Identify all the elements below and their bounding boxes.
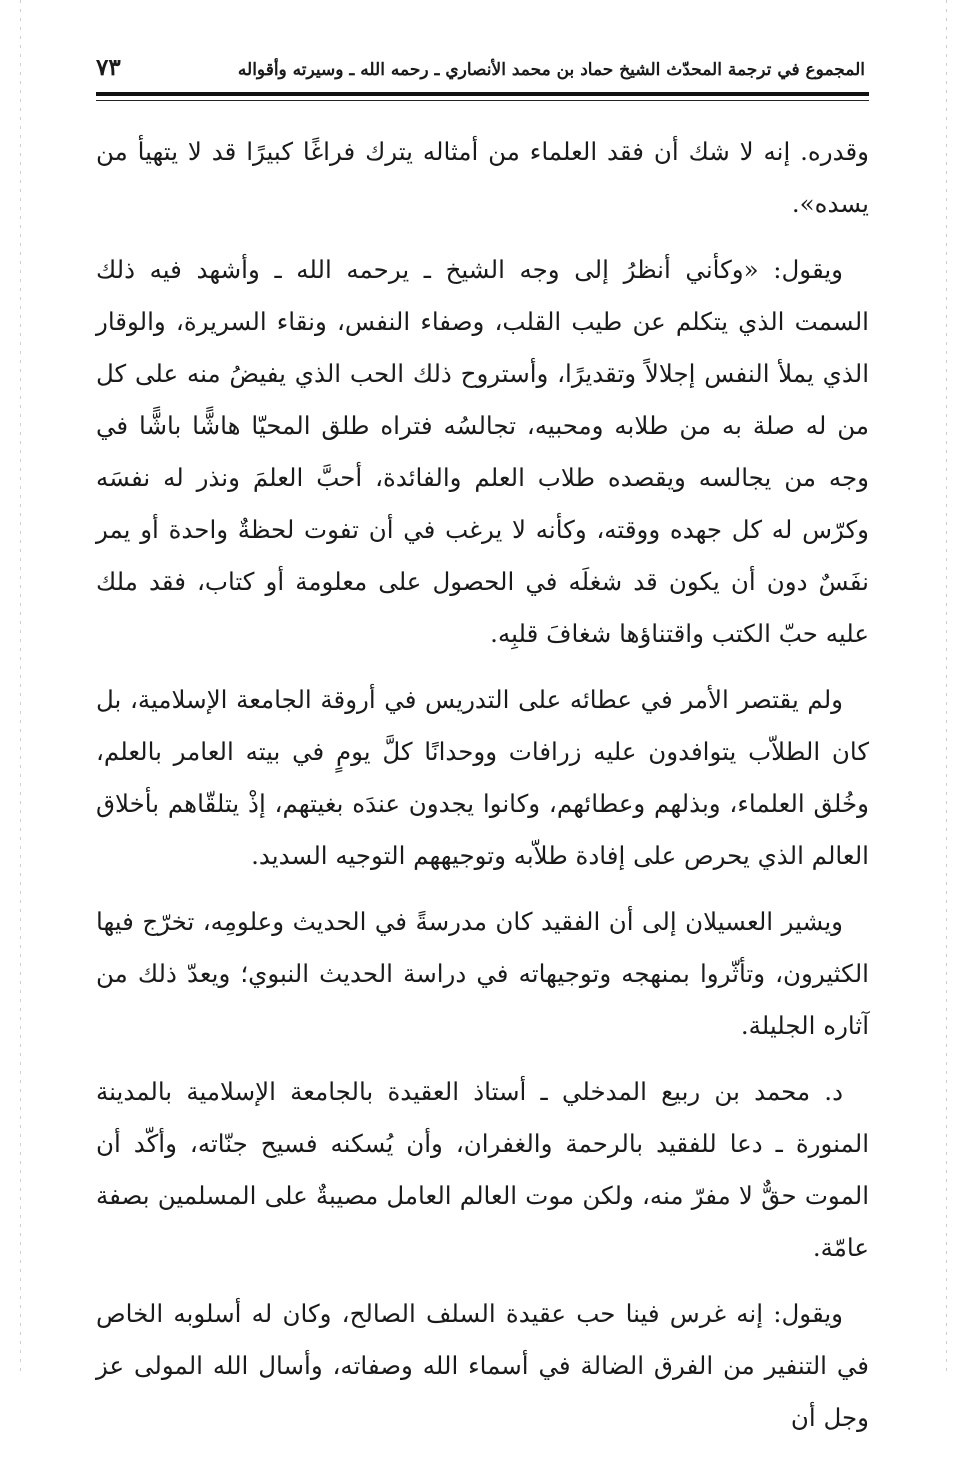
header-rule-thick bbox=[96, 92, 869, 96]
page-number: ٧٣ bbox=[96, 53, 121, 81]
running-title: المجموع في ترجمة المحدّث الشيخ حماد بن محمد الأنصاري ـ رحمه الله ـ وسيرته وأقواله bbox=[237, 59, 865, 80]
scan-edge-right bbox=[946, 0, 947, 1374]
scan-edge-left bbox=[20, 0, 21, 1374]
paragraph-5: د. محمد بن ربيع المدخلي ـ أستاذ العقيدة بالجامعة الإسلامية بالمدينة المنورة ـ دعا للفقيد بالرحمة والغفران، وأن يُسكنه فسيح جنّاته، وأكّد أن الموت حقٌّ لا مفرّ منه، ولكن موت العالم العامل مصيبةٌ على المسلمين بصفة عامّة. bbox=[96, 1077, 869, 1262]
page-header bbox=[96, 30, 865, 80]
paragraph-1: وقدره. إنه لا شك أن فقد العلماء من أمثاله يترك فراغًا كبيرًا قد لا يتهيأ من يسده». bbox=[96, 137, 869, 218]
paragraph-4: ويشير العسيلان إلى أن الفقيد كان مدرسةً في الحديث وعلومِه، تخرّج فيها الكثيرون، وتأثّروا بمنهجه وتوجيهاته في دراسة الحديث النبوي؛ ويعدّ ذلك من آثاره الجليلة. bbox=[96, 907, 869, 1040]
paragraph-6: ويقول: إنه غرس فينا حب عقيدة السلف الصالح، وكان له أسلوبه الخاص في التنفير من الفرق الضالة في أسماء الله وصفاته، وأسال الله المولى عز وجل أن bbox=[96, 1299, 869, 1432]
header-rule-thin bbox=[96, 100, 869, 101]
body-text bbox=[96, 126, 869, 1458]
paragraph-2: ويقول: «وكأني أنظرُ إلى وجه الشيخ ـ يرحمه الله ـ وأشهد فيه ذلك السمت الذي يتكلم عن طيب القلب، وصفاء النفس، ونقاء السريرة، والوقار الذي يملأ النفس إجلالاً وتقديرًا، وأستروح ذلك الحب الذي يفيضُ منه على كل من له صلة به من طلابه ومحبيه، تجالسُه فتراه طلق المحيّا هاشًّا باشًّا في وجه من يجالسه ويقصده طلاب العلم والفائدة، أحبَّ العلمَ ونذر له نفسَه وكرّس له كل جهده ووقته، وكأنه لا يرغب في أن تفوت لحظةٌ واحدة أو يمر نفَسٌ دون أن يكون قد شغلَه في الحصول على معلومة أو كتاب، فقد ملك عليه حبّ الكتب واقتناؤها شغافَ قلبِه. bbox=[96, 255, 869, 648]
paragraph-3: ولم يقتصر الأمر في عطائه على التدريس في أروقة الجامعة الإسلامية، بل كان الطلاّب يتوافدون عليه زرافات ووحدانًا كلَّ يومٍ في بيته العامر بالعلم، وخُلق العلماء، وبذلهم وعطائهم، وكانوا يجدون عندَه بغيتهم، إذْ يتلقّاهم بأخلاق العالم الذي يحرص على إفادة طلاّبه وتوجيههم التوجيه السديد. bbox=[96, 685, 869, 870]
